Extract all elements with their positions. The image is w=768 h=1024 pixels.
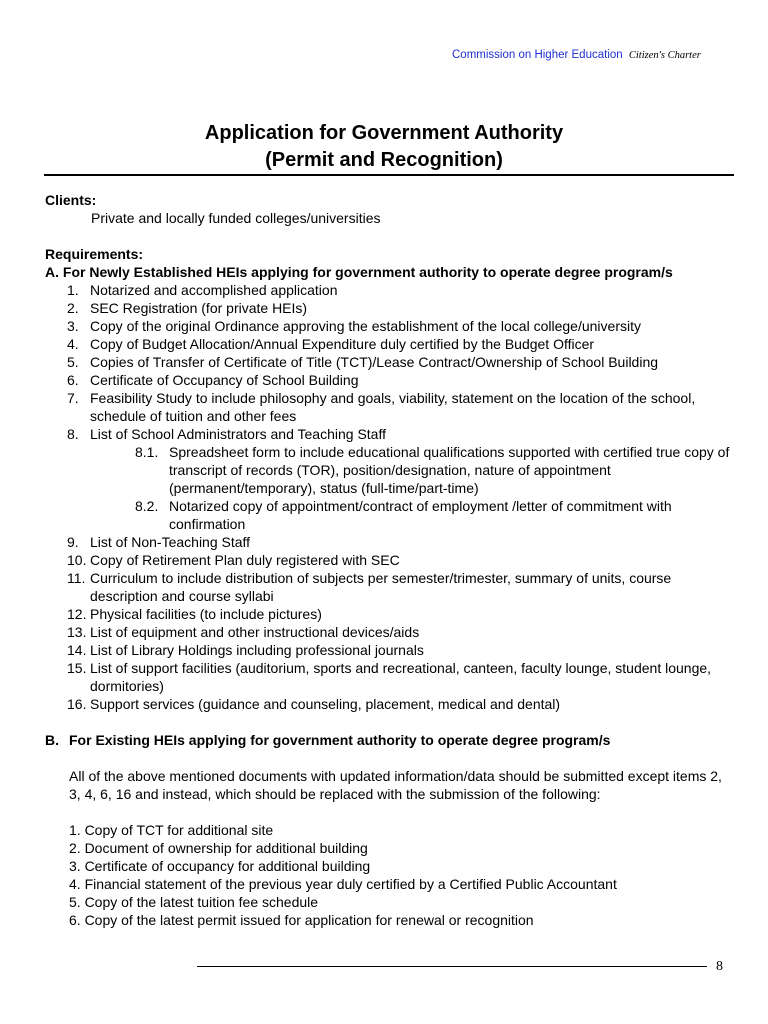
item-number: 12.	[67, 606, 87, 622]
section-b-list	[45, 821, 735, 929]
item-text: Copies of Transfer of Certificate of Title (TCT)/Lease Contract/Ownership of School Building	[90, 354, 659, 370]
header-charter: Citizen's Charter	[628, 50, 701, 61]
title-line-2: (Permit and Recognition)	[265, 149, 503, 171]
list-item	[45, 641, 735, 659]
list-item	[45, 695, 735, 713]
item-number: 15.	[67, 660, 87, 676]
list-item	[45, 623, 735, 641]
list-item	[45, 317, 735, 335]
requirements-heading: Requirements:	[45, 246, 144, 262]
item-number: 7.	[67, 390, 79, 406]
section-b-heading-text: For Existing HEIs applying for government authority to operate degree program/s	[69, 732, 611, 748]
list-item	[45, 533, 735, 551]
list-item: 5. Copy of the latest tuition fee schedule	[69, 894, 319, 910]
item-text: Feasibility Study to include philosophy and goals, viability, statement on the location of the school, schedule of tuition and other fees	[90, 390, 696, 424]
item-text: List of School Administrators and Teaching Staff	[90, 426, 386, 442]
page-number: 8	[716, 959, 723, 974]
document-body	[45, 191, 735, 929]
section-a-heading: A. For Newly Established HEIs applying for government authority to operate degree program/s	[45, 264, 673, 280]
spacer	[45, 713, 735, 731]
list-item	[45, 605, 735, 623]
title-divider	[44, 174, 734, 176]
item-text: Copy of the original Ordinance approving the establishment of the local college/university	[90, 318, 641, 334]
item-text: Physical facilities (to include pictures)	[90, 606, 322, 622]
item-text: Copy of Retirement Plan duly registered with SEC	[90, 552, 400, 568]
list-item: 3. Certificate of occupancy for additional building	[69, 858, 371, 874]
item-number: 16.	[67, 696, 87, 712]
sub-item-text: Notarized copy of appointment/contract of employment /letter of commitment with confirmation	[169, 498, 672, 532]
list-item: 6. Copy of the latest permit issued for application for renewal or recognition	[69, 912, 534, 928]
title-line-1: Application for Government Authority	[204, 122, 564, 144]
item-text: SEC Registration (for private HEIs)	[90, 300, 308, 316]
footer-divider	[197, 966, 707, 967]
clients-heading: Clients:	[45, 192, 97, 208]
list-item	[45, 659, 735, 695]
section-a-list	[45, 281, 735, 713]
page-header	[452, 49, 701, 61]
list-item	[45, 281, 735, 299]
item-number: 5.	[67, 354, 79, 370]
item-number: 13.	[67, 624, 87, 640]
item-text: Curriculum to include distribution of subjects per semester/trimester, summary of units, course description and course syllabi	[90, 570, 672, 604]
item-text: List of equipment and other instructional devices/aids	[90, 624, 420, 640]
item-text: Support services (guidance and counseling, placement, medical and dental)	[90, 696, 561, 712]
item-text: Certificate of Occupancy of School Building	[90, 372, 359, 388]
list-item	[45, 299, 735, 317]
list-item	[45, 353, 735, 371]
sub-item-number: 8.2.	[135, 498, 159, 514]
item-number: 2.	[67, 300, 79, 316]
list-item	[45, 425, 735, 533]
item-number: 4.	[67, 336, 79, 352]
list-item: 1. Copy of TCT for additional site	[69, 822, 274, 838]
header-organization: Commission on Higher Education	[452, 49, 623, 61]
list-item: 4. Financial statement of the previous year duly certified by a Certified Public Accountant	[69, 876, 617, 892]
spacer	[45, 749, 735, 767]
item-text: Copy of Budget Allocation/Annual Expenditure duly certified by the Budget Officer	[90, 336, 595, 352]
spacer	[45, 803, 735, 821]
clients-text: Private and locally funded colleges/universities	[91, 210, 381, 226]
list-item	[45, 389, 735, 425]
item-number: 11.	[67, 570, 86, 586]
item-number: 10.	[67, 552, 87, 568]
item-number: 1.	[67, 282, 79, 298]
list-item	[45, 335, 735, 353]
sub-list-item	[90, 497, 735, 533]
list-item	[45, 551, 735, 569]
sub-list	[90, 443, 735, 533]
document-title	[0, 120, 768, 174]
item-number: 14.	[67, 642, 87, 658]
section-b-letter: B.	[45, 732, 59, 748]
item-text: List of Non-Teaching Staff	[90, 534, 251, 550]
item-number: 3.	[67, 318, 79, 334]
section-b-paragraph: All of the above mentioned documents with updated information/data should be submitted except items 2, 3, 4, 6, 16 and instead, which should be replaced with the submission of the following:	[69, 768, 722, 802]
list-item	[45, 371, 735, 389]
sub-item-number: 8.1.	[135, 444, 159, 460]
sub-list-item	[90, 443, 735, 497]
list-item: 2. Document of ownership for additional building	[69, 840, 368, 856]
item-text: List of support facilities (auditorium, sports and recreational, canteen, faculty lounge, student lounge, dormitories)	[90, 660, 712, 694]
section-b-heading	[45, 731, 735, 749]
item-text: List of Library Holdings including professional journals	[90, 642, 424, 658]
sub-item-text: Spreadsheet form to include educational qualifications supported with certified true copy of transcript of records (TOR), position/designation, nature of appointment (permanent/temporary), status (full-time/part-time)	[169, 444, 730, 496]
item-number: 8.	[67, 426, 79, 442]
spacer	[45, 227, 735, 245]
item-number: 6.	[67, 372, 79, 388]
item-number: 9.	[67, 534, 79, 550]
list-item	[45, 569, 735, 605]
item-text: Notarized and accomplished application	[90, 282, 338, 298]
